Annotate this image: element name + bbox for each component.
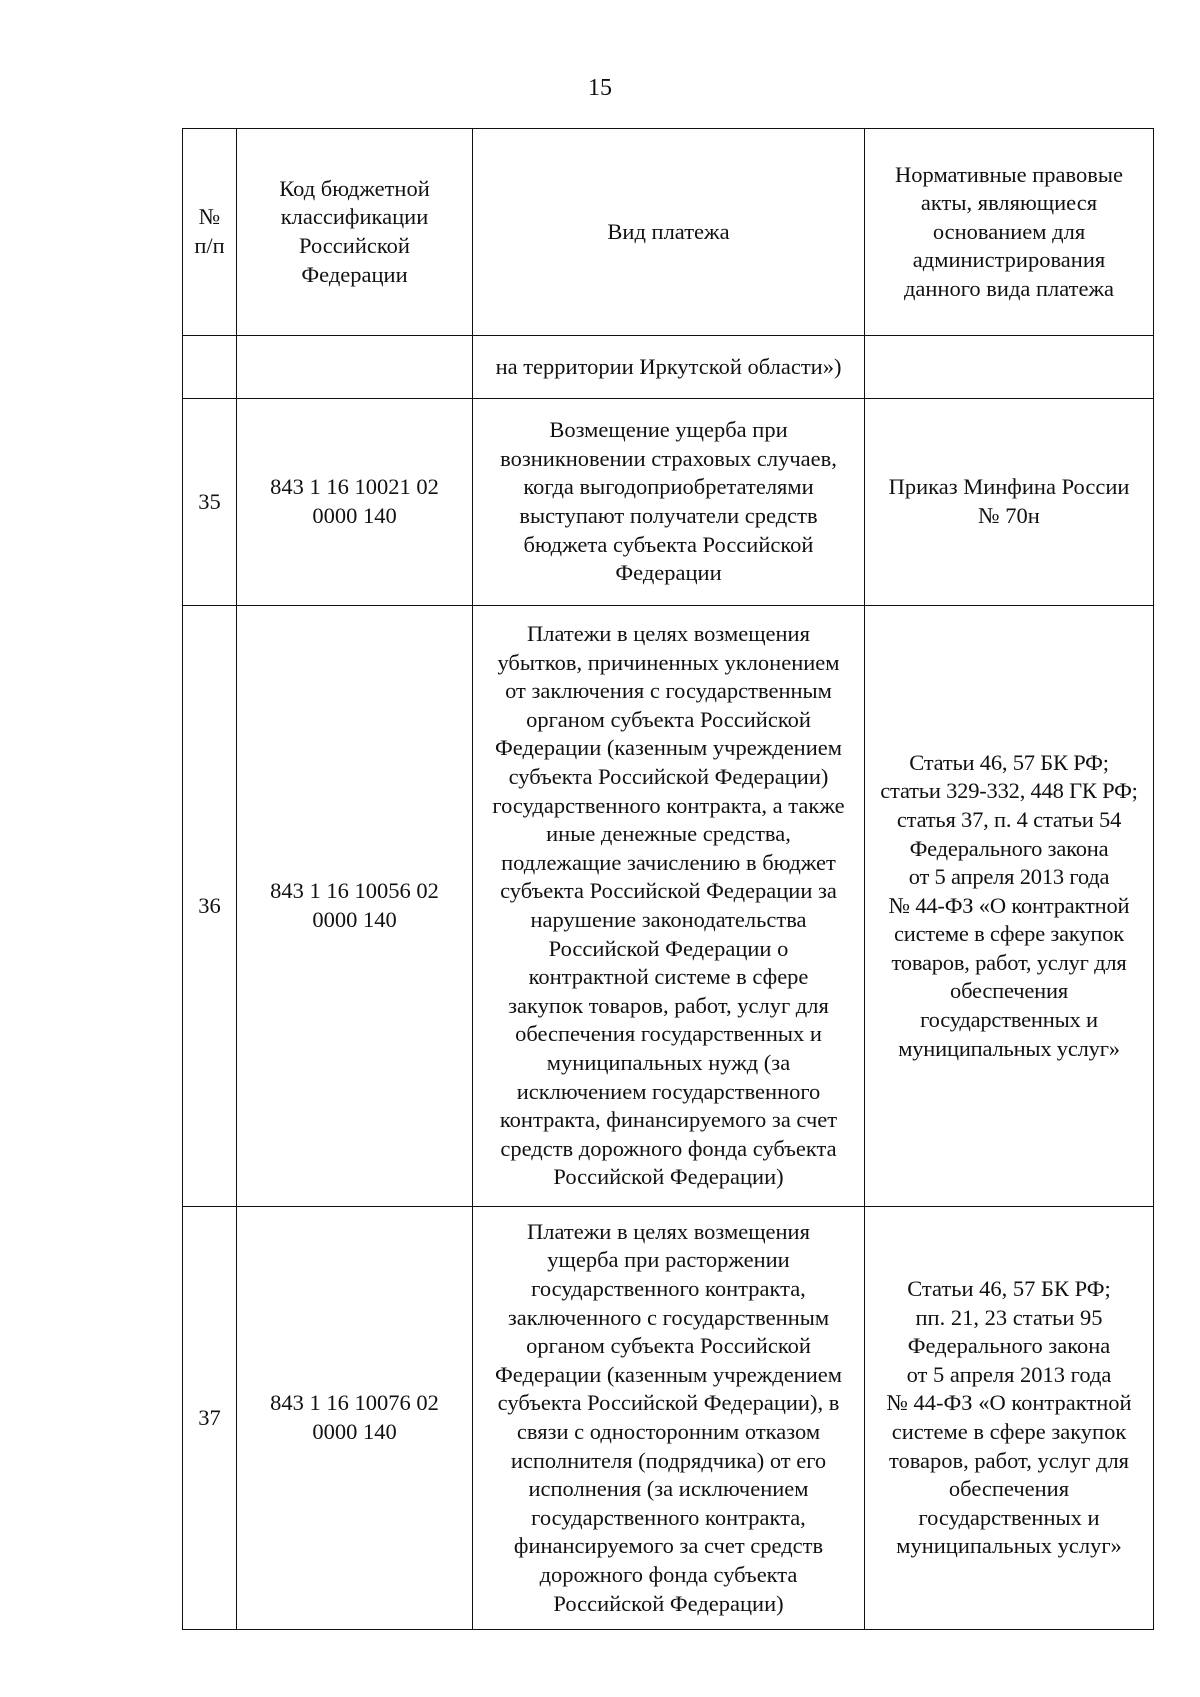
payments-table — [182, 128, 1154, 1630]
text-line: государственного контракта, а также — [492, 792, 845, 818]
text-line: Приказ Минфина России — [888, 474, 1130, 500]
header-type — [473, 129, 865, 336]
text-line: государственных и — [918, 1504, 1100, 1530]
text-line: иные денежные средства, — [546, 821, 791, 847]
text-line: Федерального закона — [907, 1333, 1111, 1359]
text-line: Нормативные правовые — [895, 161, 1123, 187]
cell-type — [473, 336, 865, 399]
text-line: от заключения с государственным — [505, 678, 832, 704]
text-line: Российской Федерации о — [548, 935, 789, 961]
text-line: связи с односторонним отказом — [516, 1419, 821, 1444]
text-line: выступают получатели средств — [519, 503, 818, 528]
cell-type — [473, 399, 865, 606]
text-line: муниципальных услуг» — [896, 1533, 1122, 1559]
text-line: муниципальных услуг» — [898, 1035, 1120, 1061]
cell-num: 35 — [183, 399, 237, 606]
text-line: Федерации (казенным учреждением — [495, 1361, 842, 1387]
text-line: п/п — [194, 233, 225, 258]
text-line: системе в сфере закупок — [891, 1419, 1127, 1444]
text-line: муниципальных нужд (за — [546, 1049, 791, 1075]
text-line: Вид платежа — [607, 218, 730, 244]
text-line: органом субъекта Российской — [526, 1333, 811, 1359]
text-line: товаров, работ, услуг для — [891, 949, 1127, 975]
text-line: обеспечения — [950, 978, 1068, 1004]
text-line: 0000 140 — [312, 503, 397, 528]
table-row — [183, 1207, 1154, 1630]
text-line: основанием для — [932, 218, 1086, 244]
text-line: товаров, работ, услуг для — [888, 1447, 1130, 1473]
text-line: убытков, причиненных уклонением — [497, 649, 840, 675]
text-line: исполнения (за исключением — [528, 1476, 809, 1502]
text-line: Статьи 46, 57 БК РФ; — [909, 749, 1109, 775]
text-line: 843 1 16 10076 02 — [270, 1390, 439, 1416]
text-line: системе в сфере закупок — [894, 921, 1124, 947]
text-line: контрактной системе в сфере — [528, 964, 809, 990]
text-line: Федерации — [301, 261, 408, 287]
text-line: исполнителя (подрядчика) от его — [510, 1447, 827, 1473]
text-line: на территории Иркутской области») — [495, 353, 842, 379]
text-line: данного вида платежа — [903, 275, 1115, 301]
text-line: Федерации — [615, 560, 722, 586]
page-number: 15 — [588, 75, 612, 101]
text-line: статьи 329-332, 448 ГК РФ; — [880, 778, 1138, 804]
text-line: дорожного фонда субъекта — [539, 1561, 798, 1587]
text-line: № 70н — [978, 503, 1040, 528]
text-line: нарушение законодательства — [530, 907, 807, 932]
header-num — [183, 129, 237, 336]
text-line: администрирования — [912, 247, 1106, 273]
text-line: государственных и — [920, 1007, 1098, 1033]
text-line: 843 1 16 10021 02 — [270, 474, 439, 500]
text-line: 0000 140 — [312, 907, 397, 932]
text-line: бюджета субъекта Российской — [523, 531, 814, 557]
text-line: 843 1 16 10056 02 — [270, 878, 439, 904]
text-line: Статьи 46, 57 БК РФ; — [907, 1276, 1111, 1302]
cell-type — [473, 1207, 865, 1630]
text-line: Федерации (казенным учреждением — [495, 735, 842, 761]
text-line: Российской — [299, 233, 410, 258]
cell-code — [237, 1207, 473, 1630]
text-line: государственного контракта, — [531, 1504, 806, 1530]
text-line: статья 37, п. 4 статьи 54 — [896, 806, 1122, 832]
table-row-continuation — [183, 336, 1154, 399]
table-row — [183, 399, 1154, 606]
cell-num — [183, 336, 237, 399]
text-line: № 44-ФЗ «О контрактной — [886, 1390, 1132, 1416]
text-line: субъекта Российской Федерации) — [508, 764, 829, 790]
text-line: субъекта Российской Федерации), в — [497, 1390, 840, 1416]
cell-acts — [865, 336, 1154, 399]
text-line: 0000 140 — [312, 1419, 397, 1444]
text-line: органом субъекта Российской — [526, 706, 811, 732]
text-line: субъекта Российской Федерации за — [500, 878, 837, 904]
text-line: пп. 21, 23 статьи 95 — [915, 1304, 1103, 1330]
cell-code — [237, 399, 473, 606]
text-line: Платежи в целях возмещения — [527, 621, 810, 647]
text-line: возникновении страховых случаев, — [500, 445, 837, 471]
text-line: от 5 апреля 2013 года — [906, 1361, 1112, 1387]
text-line: Российской Федерации) — [553, 1164, 784, 1190]
header-code — [237, 129, 473, 336]
text-line: Федерального закона — [909, 835, 1109, 861]
text-line: Код бюджетной — [279, 175, 430, 201]
text-line: заключенного с государственным — [507, 1304, 830, 1330]
cell-type — [473, 606, 865, 1207]
text-line: контракта, финансируемого за счет — [499, 1107, 838, 1133]
cell-code — [237, 606, 473, 1207]
text-line: закупок товаров, работ, услуг для — [508, 992, 829, 1018]
table-header-row — [183, 129, 1154, 336]
text-line: когда выгодоприобретателями — [523, 474, 814, 500]
text-line: ущерба при расторжении — [547, 1247, 790, 1273]
cell-num: 37 — [183, 1207, 237, 1630]
text-line: № — [198, 204, 221, 230]
text-line: исключением государственного — [516, 1078, 821, 1104]
cell-code — [237, 336, 473, 399]
text-line: государственного контракта, — [531, 1276, 806, 1302]
text-line: подлежащие зачислению в бюджет — [501, 849, 836, 875]
table-row — [183, 606, 1154, 1207]
text-line: Возмещение ущерба при — [549, 417, 788, 443]
cell-acts — [865, 399, 1154, 606]
text-line: финансируемого за счет средств — [513, 1533, 824, 1559]
header-acts — [865, 129, 1154, 336]
text-line: Российской Федерации) — [553, 1590, 784, 1616]
text-line: Платежи в целях возмещения — [527, 1218, 810, 1244]
text-line: акты, являющиеся — [920, 190, 1098, 216]
cell-acts — [865, 1207, 1154, 1630]
cell-num: 36 — [183, 606, 237, 1207]
text-line: классификации — [280, 204, 429, 230]
text-line: средств дорожного фонда субъекта — [500, 1135, 837, 1161]
text-line: обеспечения — [948, 1476, 1070, 1502]
text-line: от 5 апреля 2013 года — [908, 864, 1110, 890]
cell-acts — [865, 606, 1154, 1207]
text-line: обеспечения государственных и — [515, 1021, 822, 1047]
text-line: № 44-ФЗ «О контрактной — [888, 892, 1130, 918]
